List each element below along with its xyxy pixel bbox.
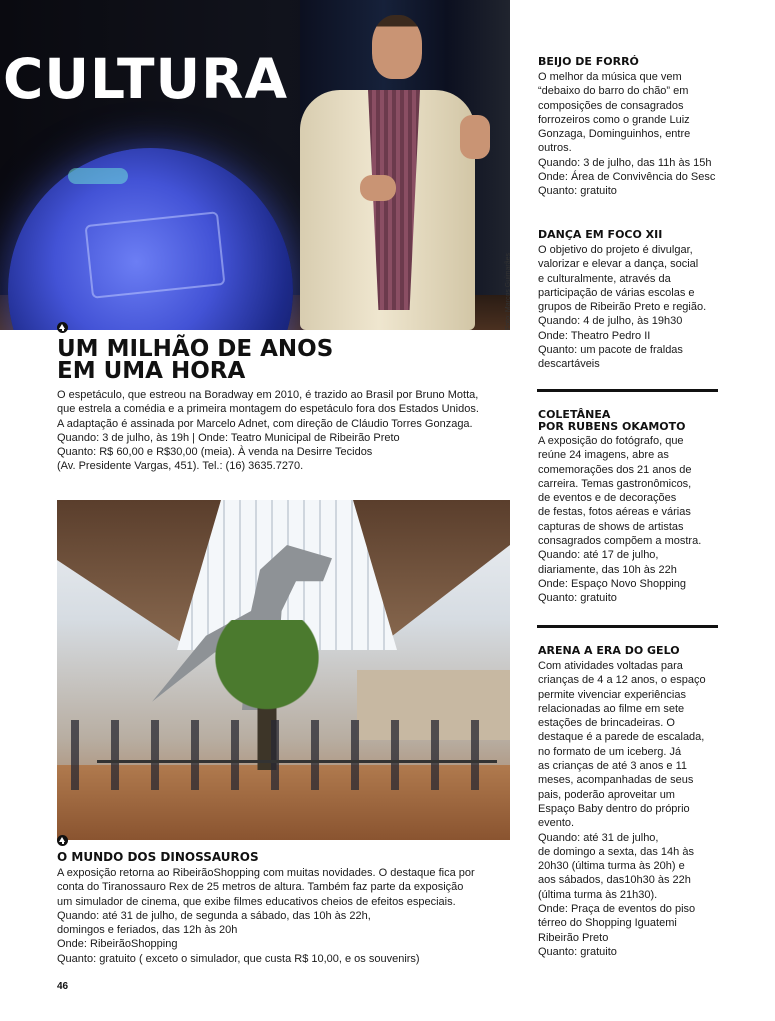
dinosaur-exhibit-photo	[57, 500, 510, 840]
sidebar-divider	[537, 625, 718, 628]
arrow-up-icon	[57, 322, 68, 333]
arrow-up-icon	[57, 835, 68, 846]
page-number: 46	[57, 981, 69, 992]
section-title: CULTURA	[3, 47, 289, 111]
hero-photo	[0, 0, 510, 330]
photo-credit: Foto: Marcos Guimarães	[505, 252, 512, 330]
performer-figure	[290, 15, 490, 330]
illuminated-globe	[8, 148, 293, 330]
sidebar-body: O melhor da música que vem “debaixo do barro do chão” em composições de consagrados forrozeiros como o grande Luiz Gonzaga, Dominguinhos, entre outros. Quando: 3 de julho, das 11h às 15h Onde: Área de Convivência do Sesc Quanto: gratuito	[538, 71, 716, 198]
sidebar-heading: DANÇA EM FOCO XII	[538, 228, 663, 241]
sidebar-body: O objetivo do projeto é divulgar, valorizar e elevar a dança, social e culturalmente, através da participação de várias escolas e grupos de Ribeirão Preto e região. Quando: 4 de julho, às 19h30 Onde: Theatro Pedro II Quanto: um pacote de fraldas descartáveis	[538, 244, 707, 371]
sidebar-heading: COLETÂNEA POR RUBENS OKAMOTO	[538, 408, 686, 433]
main-story-body: O espetáculo, que estreou na Boradway em 2010, é trazido ao Brasil por Bruno Motta, que estrela a comédia e a primeira montagem do espetáculo fora dos Estados Unidos. A adaptação é assinada por Marcelo Adnet, com direção de Cláudio Torres Gonzaga. Quando: 3 de julho, às 19h | Onde: Teatro Municipal de Ribeirão Preto Quanto: R$ 60,00 e R$30,00 (meia). À venda na Desirre Tecidos (Av. Presidente Vargas, 451). Tel.: (16) 3635.7270.	[57, 389, 479, 473]
sidebar-body: Com atividades voltadas para crianças de 4 a 12 anos, o espaço permite vivenciar experiências relacionadas ao filme em sete estações de brincadeiras. O destaque é a parede de escalada, no formato de um iceberg. Já as crianças de até 3 anos e 11 meses, acompanhadas de seus pais, poderão aproveitar um Espaço Baby dentro do próprio evento. Quando: até 31 de julho, de domingo a sexta, das 14h às 20h30 (última turma às 20h) e aos sábados, das10h30 às 22h (última turma às 21h30). Onde: Praça de eventos do piso térreo do Shopping Iguatemi Ribeirão Preto Quanto: gratuito	[538, 660, 706, 958]
sidebar-heading: ARENA A ERA DO GELO	[538, 644, 680, 657]
sidebar-body: A exposição do fotógrafo, que reúne 24 imagens, abre as comemorações dos 21 anos de carreira. Temas gastronômicos, de eventos e de decorações de festas, fotos aéreas e várias capturas de shows de artistas consagrados compõem a mostra. Quando: até 17 de julho, diariamente, das 10h às 22h Onde: Espaço Novo Shopping Quanto: gratuito	[538, 435, 702, 605]
sidebar-heading: BEIJO DE FORRÓ	[538, 55, 639, 68]
dino-story-body: A exposição retorna ao RibeirãoShopping com muitas novidades. O destaque fica por conta do Tiranossauro Rex de 25 metros de altura. Também faz parte da exposição um simulador de cinema, que exibe filmes educativos cheios de efeitos especiais. Quando: até 31 de julho, de segunda a sábado, das 10h às 22h, domingos e feriados, das 12h às 20h Onde: RibeirãoShopping Quanto: gratuito ( exceto o simulador, que custa R$ 10,00, e os souvenirs)	[57, 867, 475, 965]
sidebar-divider	[537, 389, 718, 392]
dino-headline: O MUNDO DOS DINOSSAUROS	[57, 850, 259, 864]
main-headline: UM MILHÃO DE ANOS EM UMA HORA	[57, 336, 334, 384]
